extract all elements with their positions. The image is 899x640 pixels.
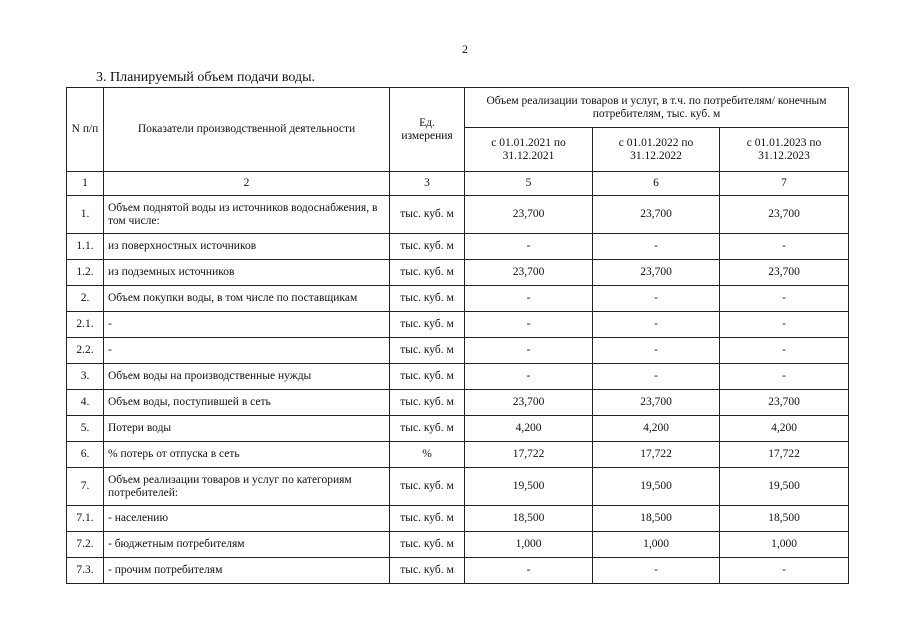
row-number: 7.1. xyxy=(67,506,104,532)
row-unit: тыс. куб. м xyxy=(390,416,465,442)
row-value: - xyxy=(593,364,720,390)
row-value: 17,722 xyxy=(465,442,593,468)
row-unit: тыс. куб. м xyxy=(390,286,465,312)
header-num: N п/п xyxy=(67,88,104,172)
row-indicator: из поверхностных источников xyxy=(104,234,390,260)
row-number: 3. xyxy=(67,364,104,390)
header-period: с 01.01.2023 по 31.12.2023 xyxy=(720,128,849,172)
row-value: 19,500 xyxy=(593,468,720,506)
header-period: с 01.01.2022 по 31.12.2022 xyxy=(593,128,720,172)
table-row xyxy=(67,234,849,260)
header-period: с 01.01.2021 по 31.12.2021 xyxy=(465,128,593,172)
row-unit: % xyxy=(390,442,465,468)
row-indicator: - бюджетным потребителям xyxy=(104,532,390,558)
row-value: - xyxy=(593,286,720,312)
row-unit: тыс. куб. м xyxy=(390,506,465,532)
row-number: 2.1. xyxy=(67,312,104,338)
row-indicator: Потери воды xyxy=(104,416,390,442)
table-row xyxy=(67,338,849,364)
row-indicator: - xyxy=(104,312,390,338)
row-number: 2.2. xyxy=(67,338,104,364)
row-value: 1,000 xyxy=(593,532,720,558)
section-title: 3. Планируемый объем подачи воды. xyxy=(96,70,316,85)
column-number: 2 xyxy=(104,172,390,196)
row-unit: тыс. куб. м xyxy=(390,390,465,416)
row-value: - xyxy=(593,558,720,584)
row-indicator: Объем воды, поступившей в сеть xyxy=(104,390,390,416)
row-value: 23,700 xyxy=(720,390,849,416)
column-number-row xyxy=(67,172,849,196)
row-value: - xyxy=(465,234,593,260)
row-number: 1. xyxy=(67,196,104,234)
row-number: 7.2. xyxy=(67,532,104,558)
table-row xyxy=(67,416,849,442)
table-row xyxy=(67,196,849,234)
row-value: - xyxy=(720,338,849,364)
row-value: 17,722 xyxy=(593,442,720,468)
row-number: 6. xyxy=(67,442,104,468)
header-volume-group: Объем реализации товаров и услуг, в т.ч. по потребителям/ конечным потребителям, тыс. куб. м xyxy=(465,88,849,128)
row-unit: тыс. куб. м xyxy=(390,558,465,584)
row-number: 5. xyxy=(67,416,104,442)
row-value: - xyxy=(593,234,720,260)
row-indicator: - населению xyxy=(104,506,390,532)
row-value: 4,200 xyxy=(465,416,593,442)
column-number: 7 xyxy=(720,172,849,196)
row-unit: тыс. куб. м xyxy=(390,196,465,234)
row-value: 1,000 xyxy=(720,532,849,558)
row-value: - xyxy=(593,312,720,338)
row-value: 23,700 xyxy=(465,260,593,286)
row-value: 23,700 xyxy=(593,390,720,416)
row-unit: тыс. куб. м xyxy=(390,468,465,506)
row-value: 19,500 xyxy=(465,468,593,506)
row-value: - xyxy=(720,286,849,312)
row-indicator: % потерь от отпуска в сеть xyxy=(104,442,390,468)
row-value: - xyxy=(465,558,593,584)
row-value: 18,500 xyxy=(593,506,720,532)
row-unit: тыс. куб. м xyxy=(390,234,465,260)
row-unit: тыс. куб. м xyxy=(390,312,465,338)
row-number: 1.2. xyxy=(67,260,104,286)
table-row xyxy=(67,364,849,390)
row-value: 4,200 xyxy=(593,416,720,442)
row-indicator: Объем воды на производственные нужды xyxy=(104,364,390,390)
row-indicator: Объем реализации товаров и услуг по категориям потребителей: xyxy=(104,468,390,506)
table-row xyxy=(67,558,849,584)
row-value: - xyxy=(593,338,720,364)
row-value: 23,700 xyxy=(720,260,849,286)
row-value: 23,700 xyxy=(593,260,720,286)
row-indicator: - xyxy=(104,338,390,364)
row-value: 23,700 xyxy=(465,196,593,234)
header-unit: Ед. измерения xyxy=(390,88,465,172)
table-row xyxy=(67,286,849,312)
table-row xyxy=(67,260,849,286)
header-indicator: Показатели производственной деятельности xyxy=(104,88,390,172)
row-value: 23,700 xyxy=(720,196,849,234)
column-number: 3 xyxy=(390,172,465,196)
row-value: 18,500 xyxy=(465,506,593,532)
row-value: - xyxy=(720,234,849,260)
row-indicator: Объем поднятой воды из источников водоснабжения, в том числе: xyxy=(104,196,390,234)
row-indicator: - прочим потребителям xyxy=(104,558,390,584)
row-number: 4. xyxy=(67,390,104,416)
row-value: - xyxy=(720,558,849,584)
row-unit: тыс. куб. м xyxy=(390,532,465,558)
row-unit: тыс. куб. м xyxy=(390,338,465,364)
row-number: 2. xyxy=(67,286,104,312)
table-row xyxy=(67,468,849,506)
water-supply-table xyxy=(66,87,849,584)
header-row xyxy=(67,88,849,128)
row-value: 18,500 xyxy=(720,506,849,532)
page-number: 2 xyxy=(462,42,468,56)
row-value: - xyxy=(465,364,593,390)
row-unit: тыс. куб. м xyxy=(390,364,465,390)
row-number: 7.3. xyxy=(67,558,104,584)
row-value: 1,000 xyxy=(465,532,593,558)
row-value: - xyxy=(720,312,849,338)
row-value: - xyxy=(720,364,849,390)
row-value: 23,700 xyxy=(593,196,720,234)
row-value: - xyxy=(465,312,593,338)
table-row xyxy=(67,390,849,416)
table-body xyxy=(67,88,849,584)
table-row xyxy=(67,312,849,338)
row-indicator: из подземных источников xyxy=(104,260,390,286)
row-value: 23,700 xyxy=(465,390,593,416)
row-value: - xyxy=(465,338,593,364)
row-number: 7. xyxy=(67,468,104,506)
table-row xyxy=(67,532,849,558)
row-number: 1.1. xyxy=(67,234,104,260)
row-value: 4,200 xyxy=(720,416,849,442)
column-number: 1 xyxy=(67,172,104,196)
table-row xyxy=(67,442,849,468)
row-indicator: Объем покупки воды, в том числе по поставщикам xyxy=(104,286,390,312)
table-row xyxy=(67,506,849,532)
column-number: 6 xyxy=(593,172,720,196)
row-value: - xyxy=(465,286,593,312)
row-value: 19,500 xyxy=(720,468,849,506)
column-number: 5 xyxy=(465,172,593,196)
row-value: 17,722 xyxy=(720,442,849,468)
row-unit: тыс. куб. м xyxy=(390,260,465,286)
